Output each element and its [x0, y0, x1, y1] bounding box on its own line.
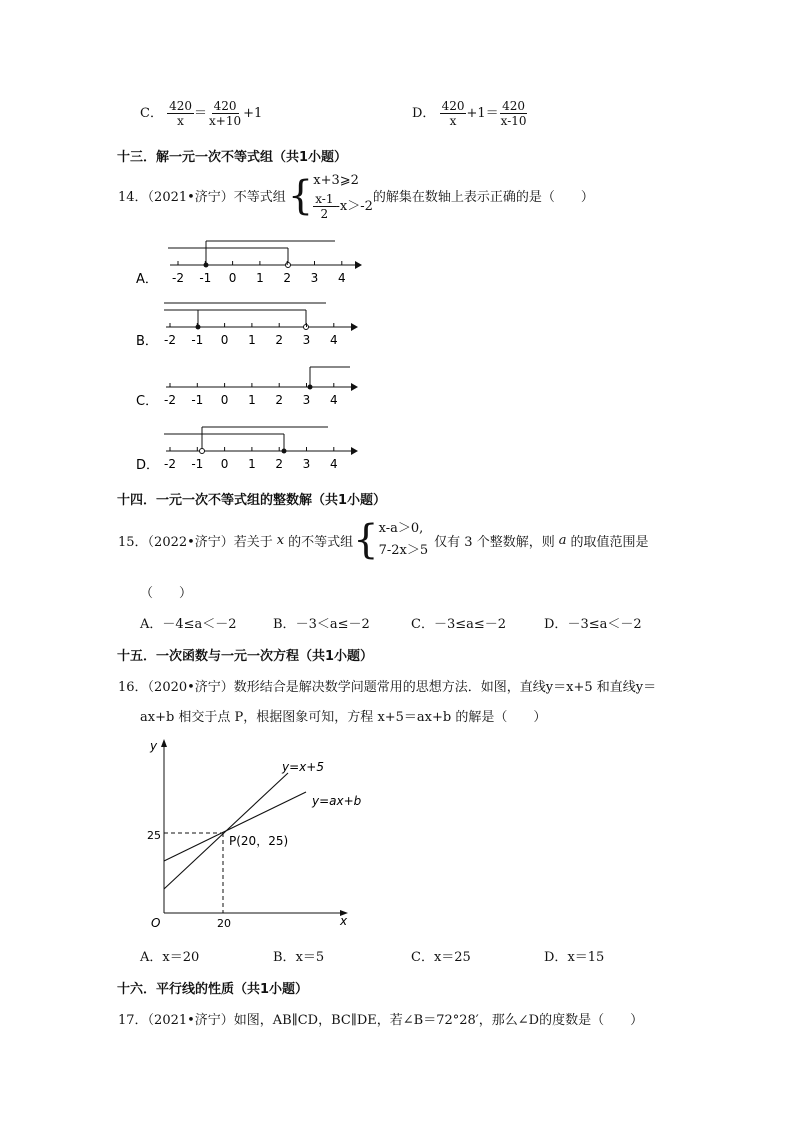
option-d — [544, 613, 642, 632]
tick-label: 3 — [310, 271, 319, 285]
q17-stem: 17．（2021•济宁）如图，AB∥CD，BC∥DE，若∠B＝72°28′，那么∠D的度数是（ ） — [118, 1013, 644, 1028]
option-label: A． — [136, 272, 158, 287]
fraction-denominator: x+10 — [209, 114, 242, 128]
fraction — [499, 99, 529, 128]
tick-label: 2 — [275, 457, 284, 471]
option-c-number-line — [136, 367, 358, 409]
option-label: D． — [136, 458, 160, 473]
left-brace: { — [287, 172, 314, 219]
fraction-numerator: 420 — [169, 99, 192, 113]
left-brace: { — [353, 517, 379, 563]
line-2-label: y=ax+b — [312, 794, 362, 808]
q16-graph — [140, 735, 370, 935]
variable-a: a — [558, 532, 567, 548]
option-label: D． — [544, 950, 568, 965]
option-d — [544, 946, 604, 965]
tick-label: 3 — [302, 457, 311, 471]
option-label: B． — [273, 950, 296, 965]
tick-label: 4 — [329, 393, 338, 407]
inequality-system — [313, 170, 373, 221]
expression-mid: +1＝ — [466, 106, 499, 121]
option-b — [273, 946, 411, 965]
option-label: A． — [140, 950, 163, 965]
tick-label: -1 — [191, 393, 204, 407]
inequality-system — [379, 518, 429, 562]
section-title-15: 十五．一次函数与一元一次方程（共1小题） — [117, 649, 374, 664]
tick-label: 3 — [302, 393, 311, 407]
tick-label: -1 — [199, 271, 212, 285]
section-title-13: 十三．解一元一次不等式组（共1小题） — [117, 150, 348, 165]
tick-label: 1 — [248, 393, 256, 407]
option-b-number-line — [136, 303, 358, 349]
q13-option-c — [140, 99, 262, 128]
option-c — [411, 613, 544, 632]
option-text: －4≤a＜－2 — [162, 617, 237, 632]
q15-answer-paren: （ ） — [140, 586, 193, 601]
inequality-tail: -x＞-2 — [335, 198, 373, 214]
q16-line1: 16．（2020•济宁）数形结合是解决数学问题常用的思想方法．如图，直线y＝x+5 和直线y＝ — [118, 680, 657, 695]
option-a — [140, 946, 273, 965]
option-b — [273, 613, 411, 632]
y-tick-25: 25 — [147, 829, 161, 842]
expression-tail: +1 — [243, 106, 263, 121]
fraction-denominator: x — [177, 114, 184, 128]
option-text: x＝25 — [433, 950, 471, 965]
fraction — [313, 192, 335, 221]
tick-label: 0 — [228, 271, 237, 285]
inequality-2 — [313, 192, 373, 221]
option-d-number-line — [136, 427, 358, 473]
tick-label: -2 — [164, 393, 176, 407]
q16-options — [140, 946, 680, 965]
fraction — [440, 99, 467, 128]
tick-label: 1 — [248, 457, 256, 471]
option-text: －3＜a≤－2 — [295, 617, 370, 632]
option-label: D． — [412, 106, 436, 121]
option-text: x＝20 — [162, 950, 200, 965]
inequality-1: x+3⩾2 — [313, 173, 359, 188]
tick-label: 4 — [329, 457, 338, 471]
q15-options — [140, 613, 680, 632]
option-label: B． — [136, 334, 158, 349]
intersection-point-label: P(20，25) — [229, 834, 289, 848]
tick-label: -1 — [191, 333, 204, 347]
line-1-label: y=x+5 — [282, 760, 324, 774]
fraction — [167, 99, 194, 128]
equals-sign: ＝ — [194, 106, 208, 121]
tick-label: 3 — [302, 333, 311, 347]
fraction-denominator: x — [449, 114, 457, 128]
line-y-ax-plus-b — [164, 792, 306, 861]
tick-label: -2 — [164, 457, 176, 471]
q14-number-lines — [130, 235, 370, 475]
question-prefix: 15．（2022•济宁）若关于 — [118, 534, 273, 550]
tick-label: 2 — [275, 393, 284, 407]
option-label: C． — [411, 617, 434, 632]
option-label: C． — [136, 394, 159, 409]
tick-label: 0 — [220, 457, 229, 471]
tick-label: 0 — [220, 333, 229, 347]
tick-label: 1 — [256, 271, 264, 285]
y-axis-label: y — [150, 739, 158, 753]
fraction — [207, 99, 243, 128]
fraction-numerator: 420 — [213, 99, 237, 113]
option-text: －3≤a＜－2 — [567, 617, 642, 632]
option-a — [140, 613, 273, 632]
option-label: D． — [544, 617, 568, 632]
option-a-number-line — [136, 241, 362, 287]
fraction-denominator: 2 — [320, 207, 329, 221]
option-c — [411, 946, 544, 965]
fraction-numerator: x-1 — [315, 192, 334, 206]
x-axis-label: x — [340, 914, 348, 928]
q16-line2: ax+b 相交于点 P，根据图象可知，方程 x+5＝ax+b 的解是（ ） — [140, 710, 547, 725]
option-label: C． — [140, 106, 163, 121]
question-suffix-b: 的取值范围是 — [570, 534, 649, 550]
tick-label: -2 — [164, 333, 176, 347]
option-text: －3≤a≤－2 — [433, 617, 507, 632]
fraction-denominator: x-10 — [500, 114, 527, 128]
option-label: C． — [411, 950, 434, 965]
option-text: x＝15 — [567, 950, 605, 965]
q13-option-d — [412, 99, 529, 128]
tick-label: 1 — [248, 333, 256, 347]
option-label: B． — [273, 617, 296, 632]
variable-x: x — [276, 532, 285, 548]
section-title-16: 十六．平行线的性质（共1小题） — [117, 982, 309, 997]
question-suffix: 的解集在数轴上表示正确的是（ ） — [372, 190, 594, 205]
section-title-14: 十四．一元一次不等式组的整数解（共1小题） — [117, 493, 387, 508]
inequality-2: 7-2x＞5 — [378, 543, 429, 558]
tick-label: 0 — [220, 393, 229, 407]
tick-label: 2 — [283, 271, 292, 285]
tick-label: -1 — [191, 457, 204, 471]
origin-label: O — [151, 916, 161, 930]
inequality-1: x-a＞0, — [378, 521, 424, 536]
question-prefix: 14．（2021•济宁）不等式组 — [118, 190, 286, 205]
tick-label: 4 — [337, 271, 346, 285]
question-mid: 的不等式组 — [288, 534, 354, 550]
q15-stem — [118, 518, 648, 562]
tick-label: -2 — [172, 271, 184, 285]
option-text: x＝5 — [295, 950, 325, 965]
x-tick-20: 20 — [217, 917, 231, 930]
tick-label: 2 — [275, 333, 284, 347]
fraction-numerator: 420 — [502, 99, 526, 113]
option-label: A． — [140, 617, 163, 632]
fraction-numerator: 420 — [441, 99, 465, 113]
question-suffix-a: 仅有 3 个整数解，则 — [434, 534, 555, 550]
tick-label: 4 — [329, 333, 338, 347]
q14-stem — [118, 170, 594, 221]
